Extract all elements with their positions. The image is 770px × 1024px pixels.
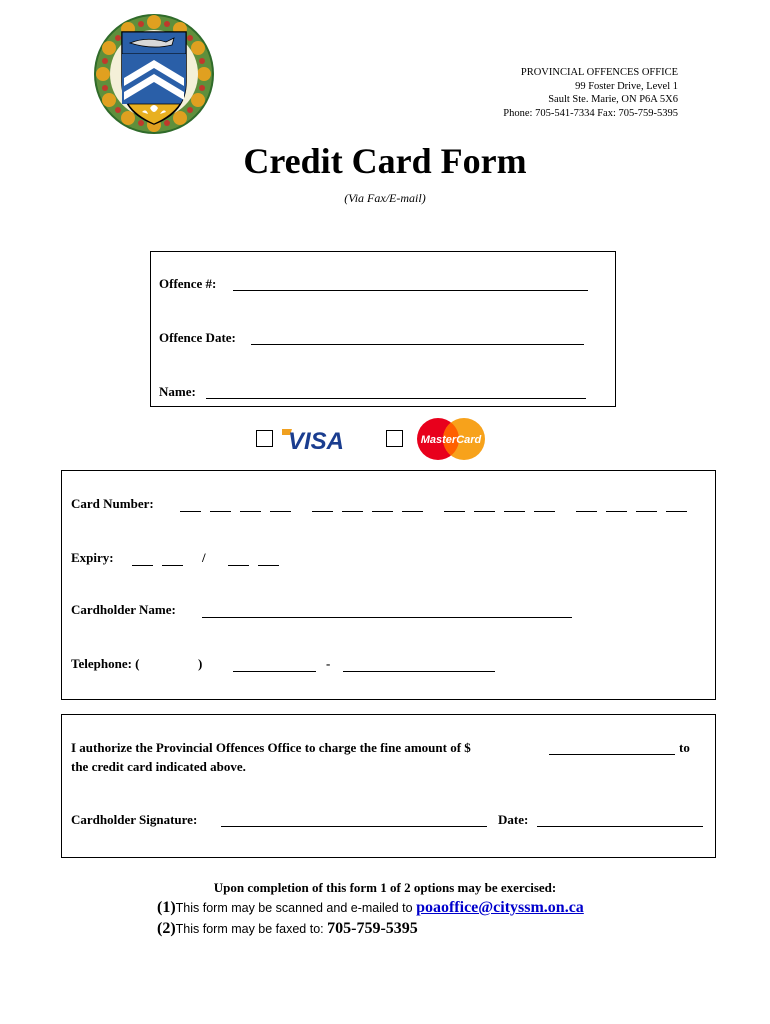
authorization-text: I authorize the Provincial Offences Office to charge the fine amount of $ — [71, 740, 471, 755]
expiry-year-slot[interactable] — [258, 565, 279, 566]
offence-number-field[interactable] — [233, 290, 588, 291]
card-digit-slot[interactable] — [240, 511, 261, 512]
telephone-paren-close: ) — [198, 656, 203, 671]
expiry-label: Expiry: — [71, 550, 114, 565]
office-name: PROVINCIAL OFFENCES OFFICE — [520, 67, 678, 78]
phone-fax: Phone: 705-541-7334 Fax: 705-759-5395 — [503, 107, 678, 119]
option-1-text: This form may be scanned and e-mailed to — [175, 901, 417, 915]
card-digit-slot[interactable] — [210, 511, 231, 512]
signature-label: Cardholder Signature: — [71, 812, 198, 827]
card-digit-slot[interactable] — [534, 511, 555, 512]
offence-date-label: Offence Date: — [159, 330, 236, 345]
offence-number-label: Offence #: — [159, 276, 217, 291]
option-2-number: (2) — [157, 920, 176, 937]
address-line1: 99 Foster Drive, Level 1 — [575, 80, 678, 92]
card-digit-slot[interactable] — [576, 511, 597, 512]
expiry-year-slot[interactable] — [228, 565, 249, 566]
page-title: Credit Card Form — [243, 141, 527, 181]
card-digit-slot[interactable] — [342, 511, 363, 512]
date-field[interactable] — [537, 826, 703, 827]
card-digit-slot[interactable] — [666, 511, 687, 512]
option-1 — [157, 899, 584, 917]
expiry-month-slot[interactable] — [162, 565, 183, 566]
card-digit-slot[interactable] — [444, 511, 465, 512]
card-digit-slot[interactable] — [180, 511, 201, 512]
card-digit-slot[interactable] — [636, 511, 657, 512]
offence-date-field[interactable] — [251, 344, 584, 345]
card-details-box — [61, 470, 716, 700]
visa-checkbox[interactable] — [256, 430, 273, 447]
authorization-box — [61, 714, 716, 858]
option-1-number: (1) — [157, 899, 176, 916]
date-label: Date: — [498, 812, 529, 827]
option-2-text: This form may be faxed to: — [175, 922, 328, 936]
visa-logo — [280, 425, 352, 453]
instructions-heading: Upon completion of this form 1 of 2 options may be exercised: — [213, 880, 557, 895]
email-link[interactable]: poaoffice@cityssm.on.ca — [416, 899, 584, 916]
signature-field[interactable] — [221, 826, 487, 827]
fine-amount-field[interactable] — [549, 754, 675, 755]
card-digit-slot[interactable] — [504, 511, 525, 512]
card-digit-slot[interactable] — [372, 511, 393, 512]
visa-text: VISA — [288, 428, 345, 453]
offence-info-box — [150, 251, 616, 407]
telephone-prefix-field[interactable] — [233, 671, 316, 672]
expiry-month-slot[interactable] — [132, 565, 153, 566]
name-field[interactable] — [206, 398, 586, 399]
telephone-line-field[interactable] — [343, 671, 495, 672]
name-label: Name: — [159, 384, 196, 399]
page-subtitle: (Via Fax/E-mail) — [344, 191, 426, 205]
card-digit-slot[interactable] — [402, 511, 423, 512]
card-number-label: Card Number: — [71, 496, 154, 511]
card-digit-slot[interactable] — [606, 511, 627, 512]
mastercard-text: MasterCard — [420, 434, 482, 446]
cardholder-name-field[interactable] — [202, 617, 572, 618]
mastercard-logo — [416, 416, 486, 462]
expiry-separator: / — [202, 550, 206, 565]
telephone-label: Telephone: ( — [71, 656, 140, 671]
telephone-dash: - — [326, 656, 331, 671]
office-address-block — [503, 66, 678, 120]
mastercard-checkbox[interactable] — [386, 430, 403, 447]
card-digit-slot[interactable] — [474, 511, 495, 512]
city-crest-logo — [92, 12, 216, 136]
option-2 — [157, 920, 418, 938]
address-line2: Sault Ste. Marie, ON P6A 5X6 — [548, 94, 678, 105]
authorization-text-to: to — [679, 740, 690, 755]
cardholder-name-label: Cardholder Name: — [71, 602, 176, 617]
card-digit-slot[interactable] — [312, 511, 333, 512]
fax-number: 705-759-5395 — [327, 920, 418, 937]
card-digit-slot[interactable] — [270, 511, 291, 512]
authorization-text-line2: the credit card indicated above. — [71, 759, 246, 774]
